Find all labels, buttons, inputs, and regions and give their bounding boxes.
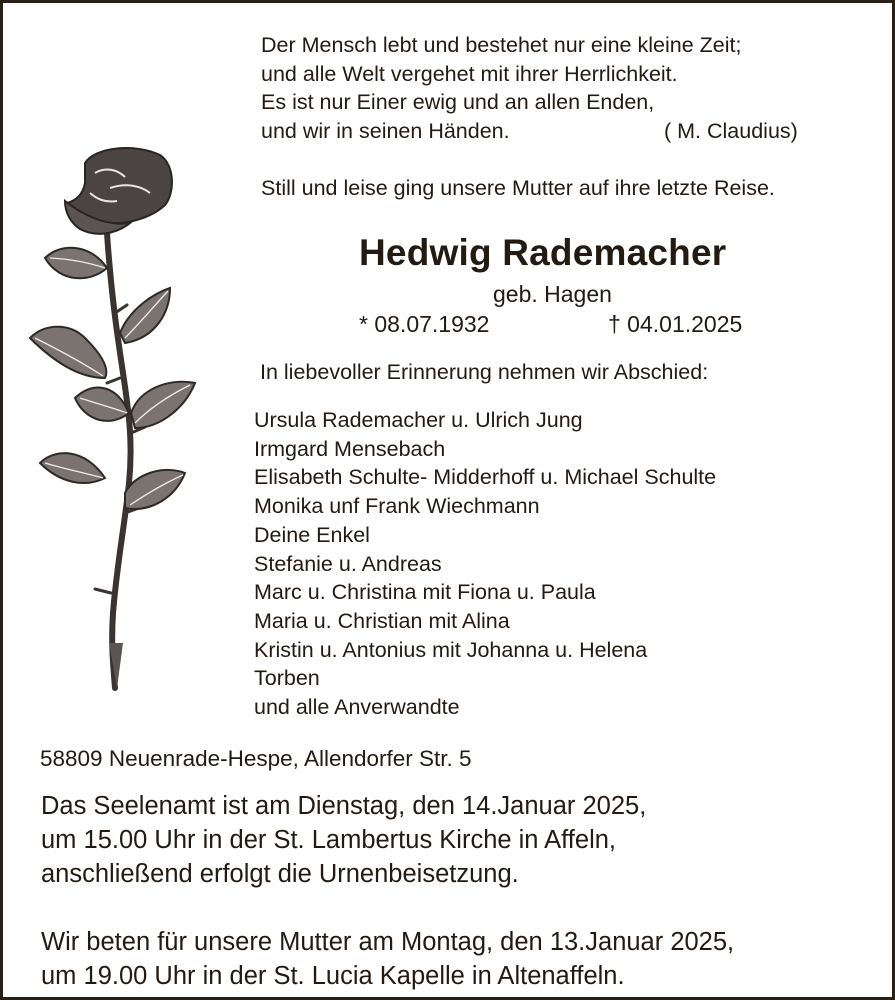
poem-attribution: ( M. Claudius) bbox=[664, 118, 798, 143]
farewell-text: In liebevoller Erinnerung nehmen wir Abschied: bbox=[260, 360, 709, 384]
mourners-list bbox=[254, 406, 716, 722]
mourner: Ursula Rademacher u. Ulrich Jung bbox=[254, 408, 583, 432]
mourner: Torben bbox=[254, 666, 320, 691]
mourner: Irmgard Mensebach bbox=[254, 436, 446, 461]
mourner: Deine Enkel bbox=[254, 522, 370, 547]
death-date: † 04.01.2025 bbox=[608, 311, 743, 337]
address: 58809 Neuenrade-Hespe, Allendorfer Str. 5 bbox=[40, 746, 472, 771]
poem bbox=[261, 31, 798, 145]
poem-line-text: und wir in seinen Händen. bbox=[261, 118, 510, 143]
service-info bbox=[41, 789, 646, 891]
prayer-line: um 19.00 Uhr in der St. Lucia Kapelle in Altenaffeln. bbox=[41, 962, 625, 990]
service-line: Das Seelenamt ist am Dienstag, den 14.Januar 2025, bbox=[41, 792, 647, 820]
deceased-name: Hedwig Rademacher bbox=[359, 232, 727, 273]
birth-name: geb. Hagen bbox=[493, 281, 612, 307]
rose-icon bbox=[25, 143, 200, 703]
intro-text: Still und leise ging unsere Mutter auf ihre letzte Reise. bbox=[261, 176, 775, 200]
mourner: Stefanie u. Andreas bbox=[254, 551, 442, 576]
service-line: anschließend erfolgt die Urnenbeisetzung. bbox=[41, 860, 519, 888]
poem-line: Der Mensch lebt und bestehet nur eine kleine Zeit; bbox=[261, 33, 742, 57]
mourner: Monika unf Frank Wiechmann bbox=[254, 494, 540, 519]
poem-line bbox=[261, 117, 798, 146]
prayer-info bbox=[41, 925, 734, 993]
prayer-line: Wir beten für unsere Mutter am Montag, den 13.Januar 2025, bbox=[41, 928, 735, 956]
mourner: Marc u. Christina mit Fiona u. Paula bbox=[254, 580, 596, 605]
mourner: Kristin u. Antonius mit Johanna u. Helena bbox=[254, 637, 648, 662]
birth-date: * 08.07.1932 bbox=[359, 311, 490, 337]
poem-line: Es ist nur Einer ewig und an allen Enden, bbox=[261, 90, 655, 114]
service-line: um 15.00 Uhr in der St. Lambertus Kirche in Affeln, bbox=[41, 826, 616, 854]
mourner: und alle Anverwandte bbox=[254, 695, 460, 720]
mourner: Maria u. Christian mit Alina bbox=[254, 608, 510, 633]
mourner: Elisabeth Schulte- Midderhoff u. Michael Schulte bbox=[254, 465, 717, 490]
poem-line: und alle Welt vergehet mit ihrer Herrlichkeit. bbox=[261, 61, 678, 86]
